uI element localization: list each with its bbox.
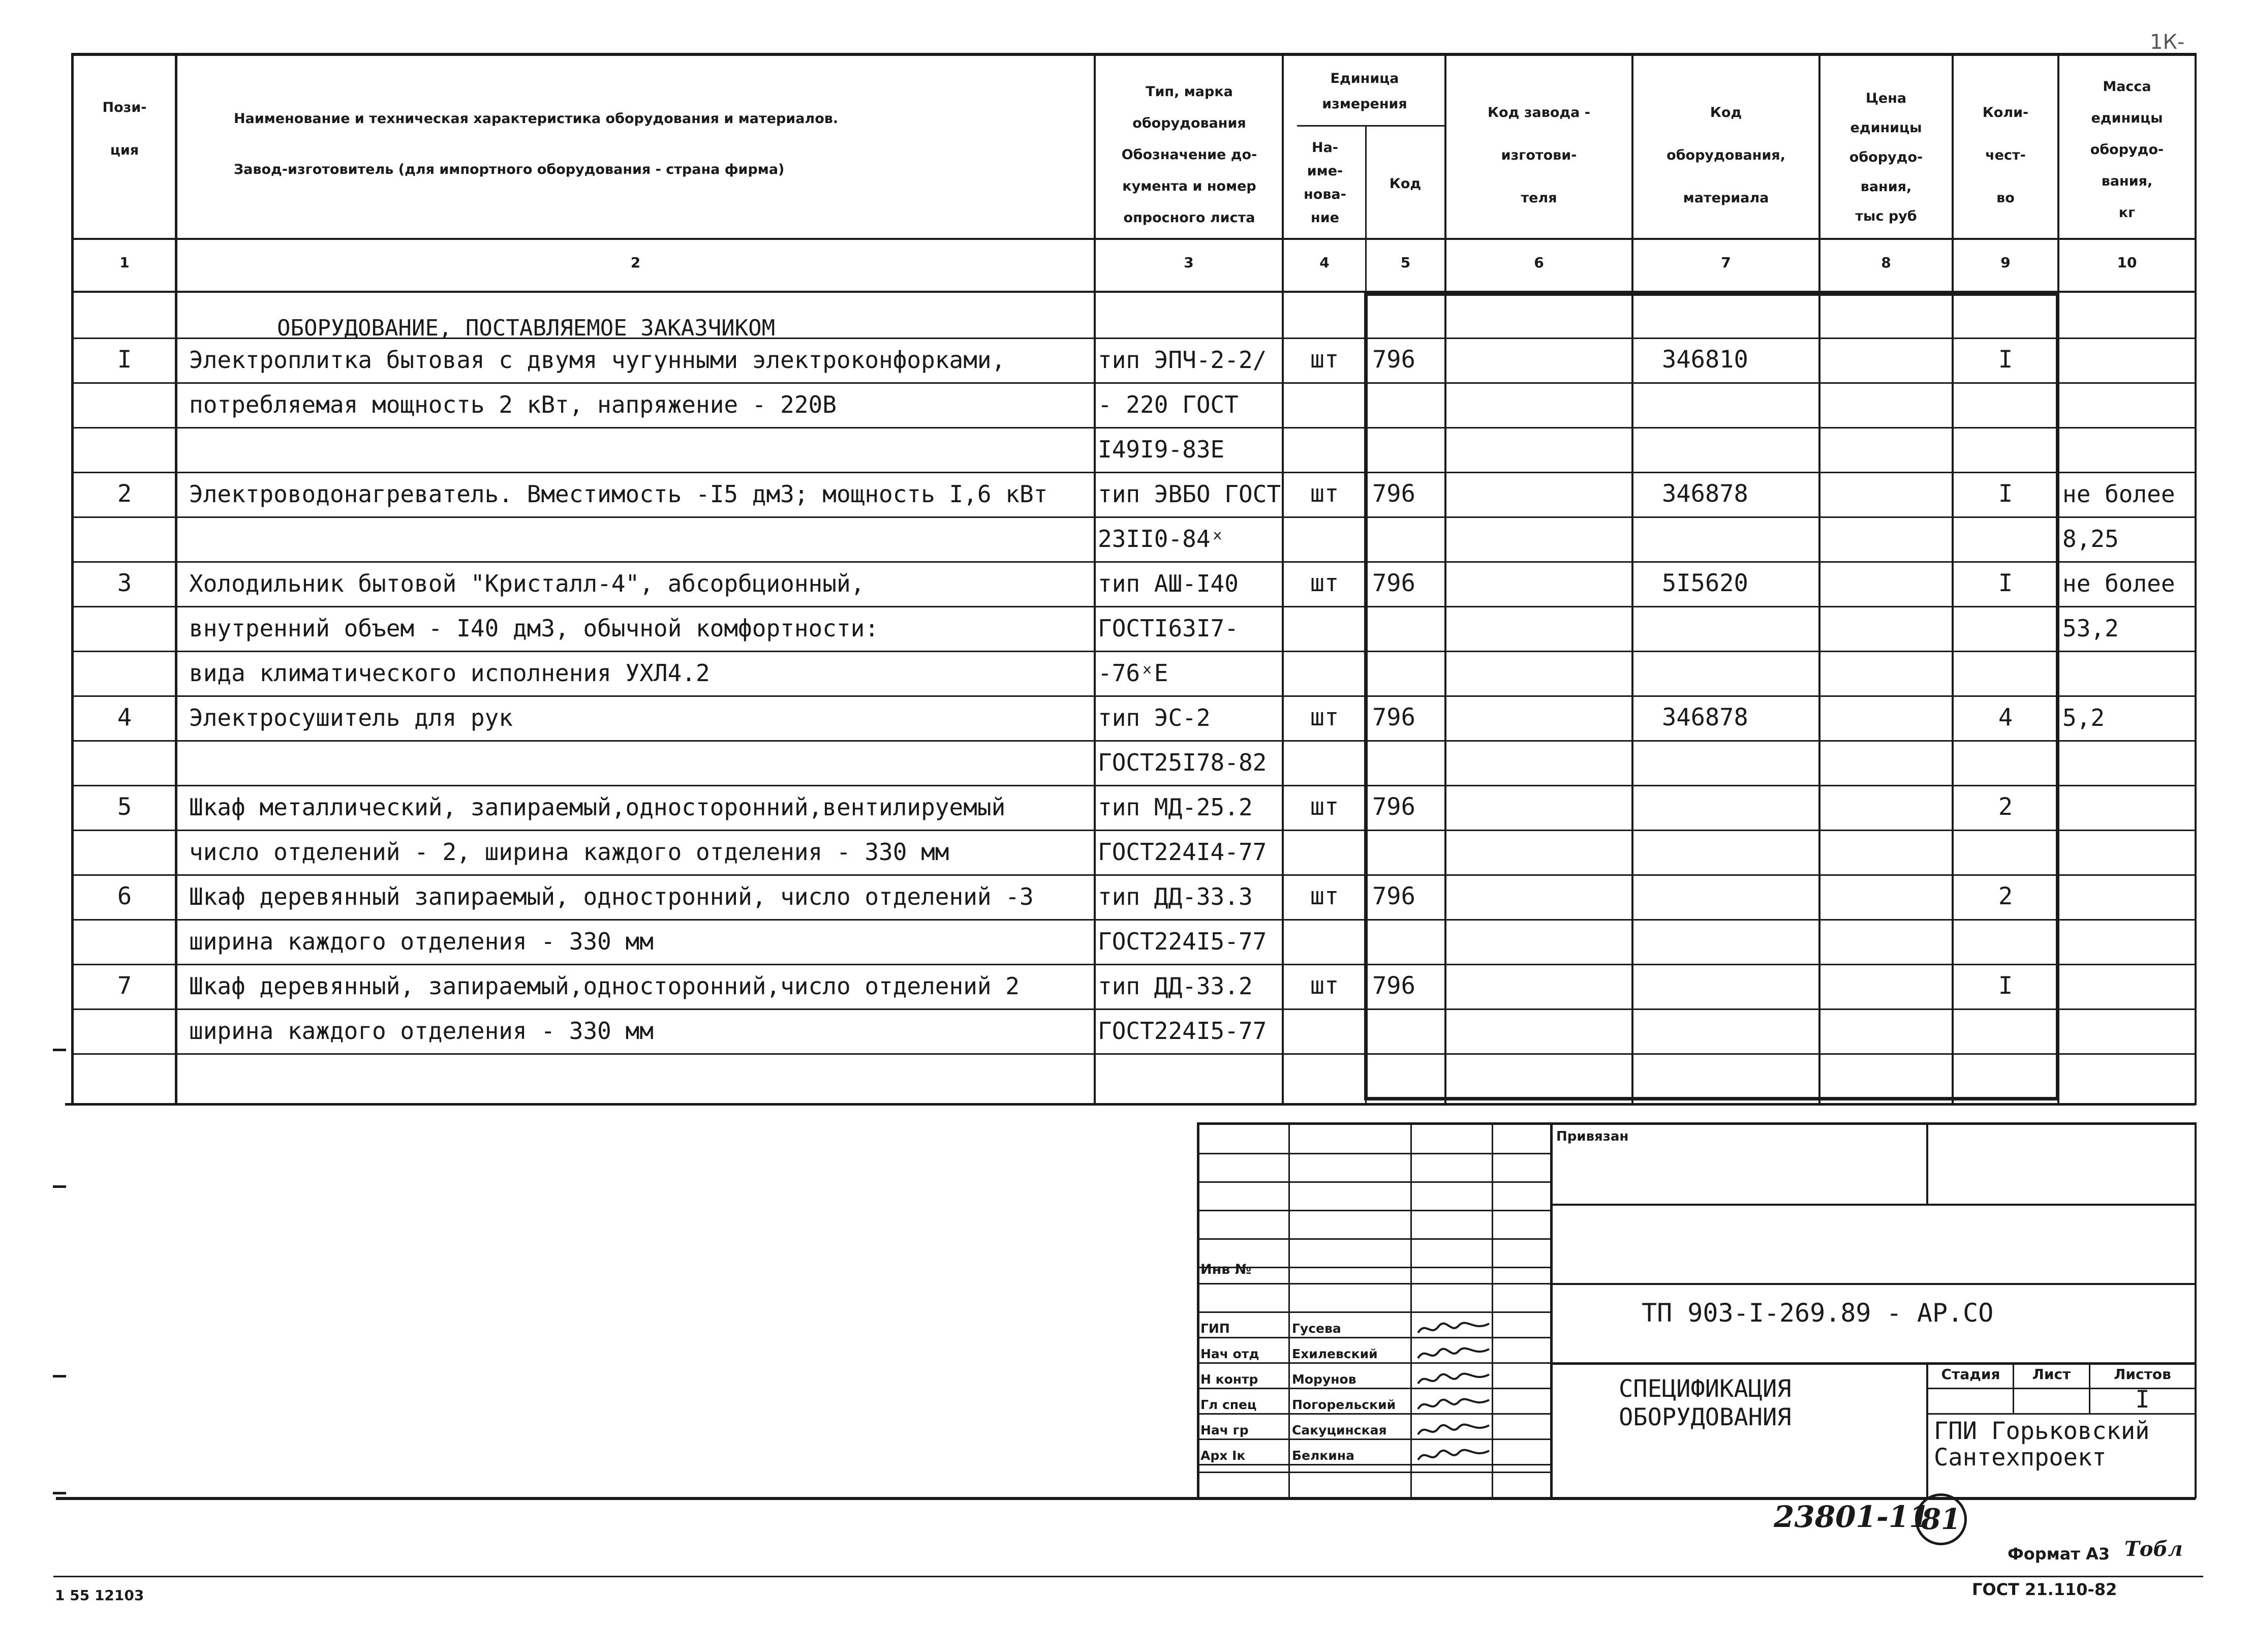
cell-qty: I [1998,346,2013,374]
col-number: 3 [1184,254,1194,271]
cell-type: тип ДД-33.3 [1098,883,1253,910]
cell-pos: 7 [117,972,132,1000]
cell-type: - 220 ГОСТ [1098,391,1239,418]
cell-qty: I [1998,972,2013,1000]
margin-tick [53,1492,66,1494]
cell-type: тип МД-25.2 [1098,793,1253,821]
header-unit-name: На- име- нова- ние [1304,140,1346,226]
cell-code: 796 [1372,882,1415,910]
signer-role: ГИП [1200,1321,1230,1336]
cell-mass: не более [2062,570,2175,597]
header-quantity: Коли- чест- во [1982,105,2029,206]
format-signature: Тобл [2124,1537,2183,1561]
cell-mass: 53,2 [2062,615,2119,642]
cell-name: Электросушитель для рук [189,704,513,731]
cell-type: I49I9-83E [1098,436,1225,463]
cell-qty: I [1998,480,2013,508]
cell-name: Шкаф деревянный, запираемый,односторонний,число отделений 2 [189,972,1020,1000]
cell-type: ГОСТ25I78-82 [1098,749,1267,776]
cell-code: 796 [1372,793,1415,821]
cell-code: 796 [1372,346,1415,374]
signer-role: Н контр [1200,1372,1258,1387]
cell-type: ГОСТ224I5-77 [1098,1017,1267,1045]
cell-code: 796 [1372,569,1415,597]
header-price: Цена единицы оборудо- вания, тыс руб [1849,90,1923,224]
signer-name: Ехилевский [1292,1347,1378,1361]
cell-name: внутренний объем - I40 дм3, обычной комфортности: [189,615,879,642]
cell-pos: 4 [117,703,132,731]
page-circle: 81 [1915,1493,1967,1545]
header-unit-group: Единица измерения [1322,71,1407,112]
gost-label: ГОСТ 21.110-82 [1972,1580,2117,1599]
cell-name: Электроплитка бытовая с двумя чугунными электроконфорками, [189,346,1006,374]
cell-code: 796 [1372,703,1415,731]
cell-pos: 6 [117,882,132,910]
cell-unit: шт [1310,972,1339,1000]
cell-mass: 8,25 [2062,525,2119,553]
margin-tick [53,1185,66,1188]
col-number: 2 [630,254,641,271]
signature-icon [1415,1393,1492,1416]
cell-code: 796 [1372,972,1415,1000]
cell-qty: 2 [1998,793,2013,821]
cell-name: вида климатического исполнения УХЛ4.2 [189,659,710,687]
header-type: Тип, марка оборудования Обозначение до- кумента и номер опросного листа [1121,84,1257,226]
cell-type: ГОСТ224I4-77 [1098,838,1267,866]
sheets-label: Листов [2114,1366,2171,1383]
cell-mat: 5I5620 [1662,569,1748,597]
col-number: 1 [119,254,130,271]
cell-unit: шт [1310,703,1339,731]
signature-icon [1415,1342,1492,1365]
signer-name: Морунов [1292,1372,1356,1387]
signer-role: Нач отд [1200,1347,1259,1361]
cell-unit: шт [1310,569,1339,597]
cell-qty: 4 [1998,703,2013,731]
cell-type: ГОСТI63I7- [1098,615,1239,642]
cell-type: тип АШ-I40 [1098,570,1239,597]
designation-code: ТП 903-I-269.89 - АР.СО [1642,1298,1994,1328]
cell-type: тип ЭВБО ГОСТ [1098,480,1281,508]
inv-no-label: Инв № [1200,1262,1252,1277]
section-title: ОБОРУДОВАНИЕ, ПОСТАВЛЯЕМОЕ ЗАКАЗЧИКОМ [277,315,776,341]
corner-mark: 1К- [2150,30,2185,54]
sheet-label: Лист [2032,1366,2071,1383]
cell-mass: 5,2 [2062,704,2105,731]
cell-name: потребляемая мощность 2 кВт, напряжение - 220В [189,391,837,418]
stage-label: Стадия [1941,1366,2000,1383]
signature-icon [1415,1444,1492,1467]
organization: ГПИ Горьковский Сантехпроект [1934,1417,2150,1472]
signature-icon [1415,1418,1492,1442]
cell-pos: 2 [117,480,132,508]
footer-rule [53,1576,2203,1577]
header-material-code: Код оборудования, материала [1667,105,1785,206]
header-name-line1: Наименование и техническая характеристика оборудования и материалов. [234,111,839,127]
header-position: Пози- ция [102,100,147,158]
signer-name: Белкина [1292,1448,1354,1463]
col-number: 5 [1400,254,1411,271]
signature-icon [1415,1317,1492,1340]
cell-unit: шт [1310,480,1339,508]
margin-tick [53,1049,66,1051]
cell-mat: 346810 [1662,346,1748,374]
cell-mat: 346878 [1662,703,1748,731]
cell-code: 796 [1372,480,1415,508]
cell-qty: I [1998,569,2013,597]
cell-name: число отделений - 2, ширина каждого отделения - 330 мм [189,838,949,866]
cell-mat: 346878 [1662,480,1748,508]
cell-name: ширина каждого отделения - 330 мм [189,928,654,955]
cell-pos: I [117,346,132,374]
privyazan-label: Привязан [1556,1129,1629,1144]
col-number: 8 [1881,254,1891,271]
signer-name: Сакуцинская [1292,1423,1387,1437]
cell-name: ширина каждого отделения - 330 мм [189,1017,654,1045]
cell-type: тип ЭПЧ-2-2/ [1098,346,1267,374]
col-number: 4 [1319,254,1330,271]
col-number: 10 [2117,254,2137,271]
cell-name: Электроводонагреватель. Вместимость -I5 дм3; мощность I,6 кВт [189,480,1048,508]
header-unit-code: Код [1389,176,1422,192]
cell-qty: 2 [1998,882,2013,910]
cell-pos: 3 [117,569,132,597]
margin-tick [53,1375,66,1378]
cell-name: Шкаф металлический, запираемый,односторонний,вентилируемый [189,793,1006,821]
signer-name: Погорельский [1292,1397,1396,1412]
signer-name: Гусева [1292,1321,1341,1336]
archive-number: 23801-11 [1774,1500,1930,1534]
cell-pos: 5 [117,793,132,821]
signature-icon [1415,1367,1492,1391]
sheets-value: I [2135,1386,2150,1414]
header-mass: Масса единицы оборудо- вания, кг [2090,79,2164,221]
cell-unit: шт [1310,882,1339,910]
header-factory-code: Код завода - изготови- теля [1488,105,1590,206]
cell-type: -76ˣЕ [1098,659,1168,687]
cell-name: Шкаф деревянный запираемый, одностронний, число отделений -3 [189,883,1034,910]
format-label: Формат А3 [2008,1544,2110,1564]
cell-type: тип ДД-33.2 [1098,972,1253,1000]
document-title: СПЕЦИФИКАЦИЯ ОБОРУДОВАНИЯ [1619,1375,1792,1431]
signer-role: Нач гр [1200,1423,1249,1437]
print-number: 1 55 12103 [55,1587,144,1604]
cell-name: Холодильник бытовой "Кристалл-4", абсорбционный, [189,570,865,597]
cell-type: тип ЭС-2 [1098,704,1211,731]
cell-unit: шт [1310,346,1339,374]
cell-type: ГОСТ224I5-77 [1098,928,1267,955]
header-name-line2: Завод-изготовитель (для импортного оборудования - страна фирма) [234,162,785,177]
col-number: 7 [1721,254,1731,271]
col-number: 9 [2000,254,2011,271]
cell-unit: шт [1310,793,1339,821]
signer-role: Арх Iк [1200,1448,1246,1463]
cell-mass: не более [2062,480,2175,508]
col-number: 6 [1534,254,1544,271]
signer-role: Гл спец [1200,1397,1257,1412]
cell-type: 23II0-84ˣ [1098,525,1225,553]
